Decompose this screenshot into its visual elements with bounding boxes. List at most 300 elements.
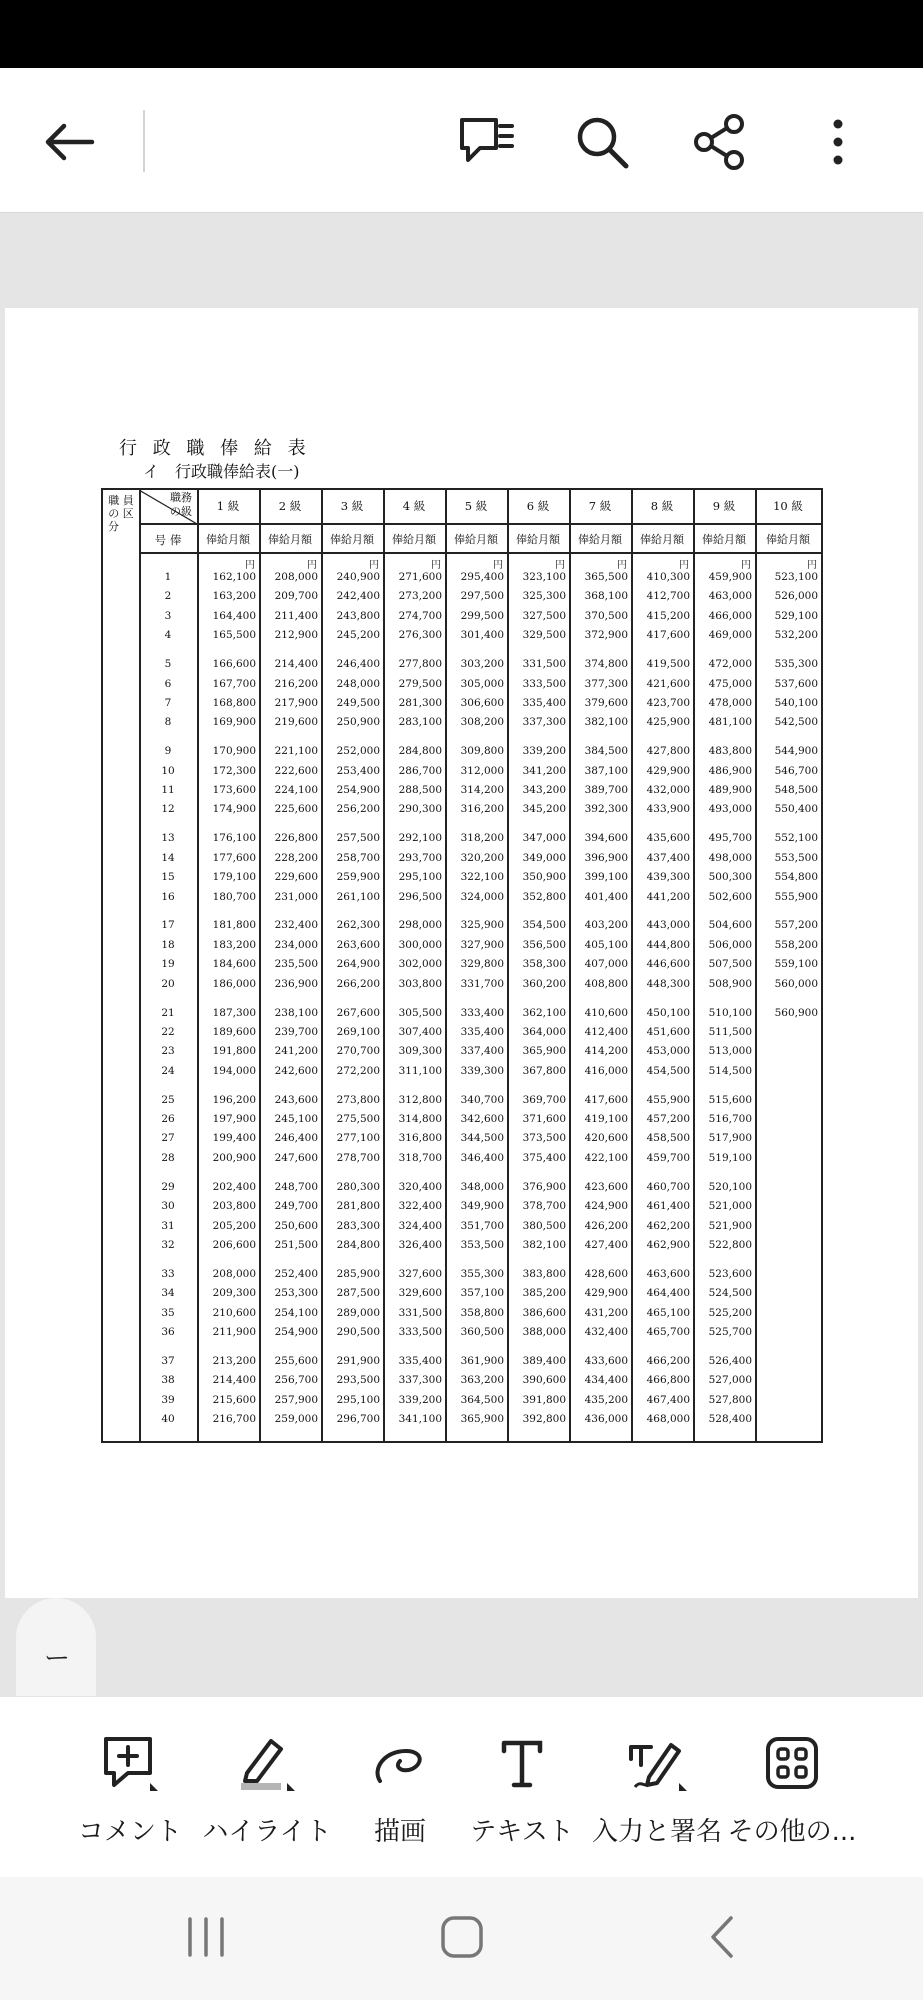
salary-cell: 210,600 (212, 1306, 256, 1319)
salary-cell: 467,400 (646, 1393, 690, 1406)
share-icon[interactable] (684, 106, 756, 178)
unit-label: 円 (493, 560, 503, 571)
salary-cell: 318,200 (460, 832, 504, 845)
salary-cell: 251,500 (274, 1238, 318, 1251)
salary-cell: 424,900 (584, 1200, 628, 1213)
salary-cell: 377,300 (584, 677, 628, 690)
salary-cell: 441,200 (646, 890, 690, 903)
salary-cell: 276,300 (398, 629, 442, 642)
salary-cell: 458,500 (646, 1132, 690, 1145)
unit-label: 円 (807, 560, 817, 571)
salary-cell: 351,700 (460, 1219, 504, 1232)
salary-cell: 468,000 (646, 1413, 690, 1426)
salary-cell: 324,000 (460, 890, 504, 903)
salary-cell: 284,800 (398, 745, 442, 758)
salary-cell: 322,100 (460, 871, 504, 884)
salary-cell: 554,800 (774, 871, 818, 884)
salary-cell: 364,500 (460, 1393, 504, 1406)
tool-fill-sign-label: 入力と署名 (591, 1817, 722, 1847)
salary-cell: 217,900 (274, 696, 318, 709)
salary-cell: 475,000 (708, 677, 752, 690)
salary-cell: 412,700 (646, 590, 690, 603)
salary-cell: 302,000 (398, 958, 442, 971)
salary-cell: 177,600 (212, 851, 256, 864)
salary-cell: 335,400 (460, 1025, 504, 1038)
salary-cell: 305,000 (460, 677, 504, 690)
salary-cell: 301,400 (460, 629, 504, 642)
salary-cell: 394,600 (584, 832, 628, 845)
step-number: 16 (161, 890, 175, 903)
salary-cell: 243,600 (274, 1093, 318, 1106)
salary-cell: 252,000 (336, 745, 380, 758)
salary-cell: 325,900 (460, 919, 504, 932)
salary-cell: 349,000 (522, 851, 566, 864)
salary-cell: 423,700 (646, 696, 690, 709)
staff-class-header (104, 494, 138, 533)
salary-cell: 414,200 (584, 1045, 628, 1058)
salary-cell: 242,400 (336, 590, 380, 603)
grade-header: 1 級 (216, 499, 240, 513)
salary-cell: 305,500 (398, 1006, 442, 1019)
salary-cell: 335,400 (522, 696, 566, 709)
salary-cell: 238,100 (274, 1006, 318, 1019)
salary-cell: 271,600 (398, 571, 442, 583)
salary-cell: 327,600 (398, 1267, 442, 1280)
salary-cell: 339,300 (460, 1064, 504, 1077)
salary-cell: 331,500 (398, 1306, 442, 1319)
salary-cell: 420,600 (584, 1132, 628, 1145)
salary-cell: 189,600 (212, 1025, 256, 1038)
salary-cell: 466,800 (646, 1374, 690, 1387)
salary-cell: 254,900 (336, 784, 380, 796)
salary-cell: 558,200 (774, 938, 818, 951)
salary-cell: 308,200 (460, 716, 504, 729)
salary-cell: 255,600 (274, 1354, 318, 1367)
salary-cell: 209,700 (274, 590, 318, 603)
salary-cell: 214,400 (274, 658, 318, 671)
salary-cell: 506,000 (708, 938, 752, 951)
job-grade-header (165, 491, 197, 519)
salary-cell: 365,900 (522, 1045, 566, 1058)
salary-cell: 337,400 (460, 1045, 504, 1058)
recents-icon[interactable] (166, 1907, 246, 1967)
salary-cell: 510,100 (708, 1006, 752, 1019)
tool-draw[interactable] (330, 1733, 470, 1848)
salary-cell: 273,200 (398, 590, 442, 603)
more-vert-icon[interactable] (802, 106, 874, 178)
salary-cell: 206,600 (212, 1238, 256, 1251)
unit-label: 円 (555, 560, 565, 571)
salary-cell: 455,900 (646, 1093, 690, 1106)
salary-cell: 167,700 (212, 677, 256, 690)
salary-cell: 465,700 (646, 1326, 690, 1338)
salary-cell: 450,100 (646, 1006, 690, 1019)
salary-cell: 459,700 (646, 1151, 690, 1164)
salary-cell: 245,200 (336, 629, 380, 642)
step-number: 35 (161, 1306, 175, 1319)
salary-cell: 314,800 (398, 1113, 442, 1125)
salary-cell: 163,200 (212, 590, 256, 603)
salary-cell: 546,700 (774, 764, 818, 777)
salary-cell: 254,100 (274, 1306, 318, 1319)
salary-cell: 274,700 (398, 609, 442, 622)
draw-icon (370, 1733, 430, 1793)
salary-cell: 180,700 (212, 890, 256, 903)
step-number: 4 (164, 629, 172, 642)
salary-cell: 514,500 (708, 1064, 752, 1077)
salary-cell: 459,900 (708, 571, 752, 583)
document-subtitle: イ 行政職俸給表(一) (143, 462, 300, 481)
tool-text[interactable] (452, 1733, 592, 1848)
salary-cell: 250,600 (274, 1219, 318, 1232)
salary-cell: 355,300 (460, 1267, 504, 1280)
step-number: 13 (161, 832, 175, 845)
salary-cell: 262,300 (336, 919, 380, 932)
back-arrow-icon[interactable] (34, 106, 106, 178)
salary-cell: 515,600 (708, 1093, 752, 1106)
salary-cell: 329,600 (398, 1287, 442, 1300)
salary-cell: 358,800 (460, 1306, 504, 1319)
salary-cell: 347,000 (522, 832, 566, 845)
step-number: 5 (164, 658, 172, 671)
pdf-page[interactable] (5, 308, 918, 1598)
salary-cell: 401,400 (584, 890, 628, 903)
salary-cell: 339,200 (522, 745, 566, 758)
salary-cell: 216,700 (212, 1413, 256, 1426)
salary-cell: 287,500 (336, 1287, 380, 1300)
step-number: 6 (164, 677, 172, 690)
salary-cell: 421,600 (646, 677, 690, 690)
salary-cell: 385,200 (522, 1287, 566, 1300)
salary-cell: 365,900 (460, 1413, 504, 1426)
step-number: 17 (161, 919, 175, 932)
salary-cell: 303,200 (460, 658, 504, 671)
salary-cell: 432,400 (584, 1326, 628, 1338)
salary-cell: 523,600 (708, 1267, 752, 1280)
salary-cell: 373,500 (522, 1132, 566, 1145)
salary-cell: 293,500 (336, 1374, 380, 1387)
step-number: 37 (161, 1354, 175, 1367)
salary-cell: 240,900 (336, 571, 380, 583)
salary-cell: 219,600 (274, 716, 318, 729)
comments-list-icon[interactable] (450, 106, 522, 178)
salary-cell: 422,100 (584, 1151, 628, 1164)
salary-cell: 434,400 (584, 1374, 628, 1387)
salary-cell: 350,900 (522, 871, 566, 884)
salary-cell: 436,000 (584, 1413, 628, 1426)
salary-cell: 405,100 (584, 938, 628, 951)
job-grade-label-2: の級 (170, 505, 192, 518)
salary-cell: 297,500 (460, 590, 504, 603)
salary-cell: 349,900 (460, 1200, 504, 1213)
salary-cell: 165,500 (212, 629, 256, 642)
salary-cell: 528,400 (708, 1413, 752, 1426)
step-number: 39 (161, 1393, 175, 1406)
salary-cell: 303,800 (398, 977, 442, 990)
home-icon[interactable] (422, 1907, 502, 1967)
grade-header: 4 級 (402, 499, 426, 513)
salary-cell: 341,100 (398, 1413, 442, 1426)
salary-cell: 241,200 (274, 1045, 318, 1058)
salary-cell: 465,100 (646, 1306, 690, 1319)
salary-cell: 326,400 (398, 1238, 442, 1251)
unit-label: 円 (245, 560, 255, 571)
salary-cell: 300,000 (398, 938, 442, 951)
step-number: 20 (161, 977, 175, 990)
salary-cell: 162,100 (212, 571, 256, 583)
step-number: 11 (161, 784, 175, 796)
tool-fill-sign[interactable] (587, 1733, 727, 1848)
tool-comment-label: コメント (77, 1817, 182, 1847)
unit-label: 円 (741, 560, 751, 571)
salary-cell: 202,400 (212, 1180, 256, 1193)
salary-cell: 245,100 (274, 1113, 318, 1125)
salary-cell: 408,800 (584, 977, 628, 990)
salary-cell: 309,800 (460, 745, 504, 758)
step-number: 30 (161, 1200, 175, 1213)
step-number: 3 (164, 609, 172, 622)
salary-cell: 419,100 (584, 1113, 628, 1125)
document-title: 行 政 職 俸 給 表 (119, 438, 311, 459)
salary-cell: 429,900 (584, 1287, 628, 1300)
salary-cell: 166,600 (212, 658, 256, 671)
monthly-amount-header: 俸給月額 (766, 533, 810, 546)
salary-cell: 360,200 (522, 977, 566, 990)
salary-cell: 183,200 (212, 938, 256, 951)
salary-cell: 519,100 (708, 1151, 752, 1164)
salary-cell: 312,800 (398, 1093, 442, 1106)
salary-cell: 535,300 (774, 658, 818, 671)
salary-cell: 516,700 (708, 1113, 752, 1125)
salary-cell: 295,100 (398, 871, 442, 884)
salary-cell: 463,000 (708, 590, 752, 603)
salary-cell: 532,200 (774, 629, 818, 642)
salary-cell: 358,300 (522, 958, 566, 971)
salary-cell: 295,100 (336, 1393, 380, 1406)
salary-cell: 416,000 (584, 1064, 628, 1077)
salary-cell: 288,500 (398, 784, 442, 796)
salary-cell: 277,100 (336, 1132, 380, 1145)
salary-cell: 221,100 (274, 745, 318, 758)
salary-cell: 461,400 (646, 1200, 690, 1213)
unit-label: 円 (617, 560, 627, 571)
salary-cell: 513,000 (708, 1045, 752, 1058)
salary-cell: 337,300 (398, 1374, 442, 1387)
step-number: 34 (161, 1287, 175, 1300)
salary-cell: 211,400 (274, 609, 318, 622)
salary-cell: 362,100 (522, 1006, 566, 1019)
salary-cell: 376,900 (522, 1180, 566, 1193)
salary-cell: 525,200 (708, 1306, 752, 1319)
salary-cell: 389,400 (522, 1354, 566, 1367)
grade-header: 6 級 (526, 499, 550, 513)
salary-cell: 164,400 (212, 609, 256, 622)
monthly-amount-header: 俸給月額 (578, 533, 622, 546)
step-number: 32 (161, 1238, 175, 1251)
salary-cell: 283,300 (336, 1219, 380, 1232)
salary-table (101, 488, 823, 1443)
salary-cell: 250,900 (336, 716, 380, 729)
salary-cell: 331,700 (460, 977, 504, 990)
monthly-amount-header: 俸給月額 (702, 533, 746, 546)
salary-cell: 481,100 (708, 716, 752, 729)
fill-sign-icon (627, 1733, 687, 1793)
salary-cell: 451,600 (646, 1025, 690, 1038)
step-number: 9 (164, 745, 172, 758)
salary-cell: 462,900 (646, 1238, 690, 1251)
bottom-toolbar (0, 1697, 923, 1877)
salary-cell: 309,300 (398, 1045, 442, 1058)
salary-cell: 460,700 (646, 1180, 690, 1193)
salary-cell: 382,100 (522, 1238, 566, 1251)
salary-cell: 478,000 (708, 696, 752, 709)
salary-cell: 433,600 (584, 1354, 628, 1367)
salary-cell: 279,500 (398, 677, 442, 690)
step-number: 7 (164, 696, 172, 709)
salary-cell: 524,500 (708, 1287, 752, 1300)
salary-cell: 275,500 (336, 1113, 380, 1125)
step-number: 26 (161, 1113, 175, 1125)
grade-header: 3 級 (340, 499, 364, 513)
salary-cell: 325,300 (522, 590, 566, 603)
salary-cell: 196,200 (212, 1093, 256, 1106)
salary-cell: 417,600 (584, 1093, 628, 1106)
salary-cell: 253,400 (336, 764, 380, 777)
salary-cell: 179,100 (212, 871, 256, 884)
salary-cell: 311,100 (398, 1064, 442, 1077)
unit-label: 円 (369, 560, 379, 571)
salary-cell: 174,900 (212, 803, 256, 816)
step-number: 24 (161, 1064, 175, 1077)
step-number: 25 (161, 1093, 175, 1106)
salary-cell: 544,900 (774, 745, 818, 758)
salary-cell: 249,700 (274, 1200, 318, 1213)
salary-cell: 323,100 (522, 571, 566, 583)
header-divider (139, 552, 821, 554)
salary-cell: 389,700 (584, 784, 628, 796)
salary-cell: 486,900 (708, 764, 752, 777)
salary-cell: 290,500 (336, 1326, 380, 1338)
salary-cell: 327,500 (522, 609, 566, 622)
step-number: 33 (161, 1267, 175, 1280)
salary-cell: 410,600 (584, 1006, 628, 1019)
salary-cell: 483,800 (708, 745, 752, 758)
tool-highlight-label: ハイライト (202, 1817, 332, 1847)
highlight-pen-icon (237, 1733, 297, 1793)
tool-comment[interactable] (60, 1733, 200, 1848)
salary-cell: 379,600 (584, 696, 628, 709)
salary-cell: 357,100 (460, 1287, 504, 1300)
salary-cell: 396,900 (584, 851, 628, 864)
collapse-handle[interactable] (16, 1598, 96, 1696)
salary-cell: 371,600 (522, 1113, 566, 1125)
grade-header: 7 級 (588, 499, 612, 513)
salary-cell: 170,900 (212, 745, 256, 758)
salary-cell: 322,400 (398, 1200, 442, 1213)
salary-cell: 559,100 (774, 958, 818, 971)
salary-cell: 225,600 (274, 803, 318, 816)
salary-cell: 437,400 (646, 851, 690, 864)
salary-cell: 329,500 (522, 629, 566, 642)
step-number: 23 (161, 1045, 175, 1058)
salary-cell: 249,500 (336, 696, 380, 709)
salary-cell: 173,600 (212, 784, 256, 796)
salary-cell: 340,700 (460, 1093, 504, 1106)
salary-cell: 511,500 (708, 1025, 752, 1038)
salary-cell: 521,900 (708, 1219, 752, 1232)
salary-cell: 306,600 (460, 696, 504, 709)
salary-cell: 261,100 (336, 890, 380, 903)
salary-cell: 184,600 (212, 958, 256, 971)
salary-cell: 399,100 (584, 871, 628, 884)
salary-cell: 191,800 (212, 1045, 256, 1058)
step-number: 29 (161, 1180, 175, 1193)
monthly-amount-header: 俸給月額 (640, 533, 684, 546)
salary-cell: 278,700 (336, 1151, 380, 1164)
unit-label: 円 (307, 560, 317, 571)
salary-cell: 291,900 (336, 1354, 380, 1367)
back-icon[interactable] (682, 1907, 762, 1967)
staff-class-label-1: 職 員 (108, 494, 134, 507)
salary-cell: 378,700 (522, 1200, 566, 1213)
salary-cell: 181,800 (212, 919, 256, 932)
salary-cell: 333,500 (522, 677, 566, 690)
salary-cell: 466,000 (708, 609, 752, 622)
salary-cell: 348,000 (460, 1180, 504, 1193)
salary-cell: 367,800 (522, 1064, 566, 1077)
salary-cell: 209,300 (212, 1287, 256, 1300)
salary-cell: 500,300 (708, 871, 752, 884)
search-icon[interactable] (566, 106, 638, 178)
salary-cell: 331,500 (522, 658, 566, 671)
salary-cell: 248,000 (336, 677, 380, 690)
tool-highlight[interactable] (197, 1733, 337, 1848)
salary-cell: 232,400 (274, 919, 318, 932)
salary-cell: 337,300 (522, 716, 566, 729)
salary-cell: 415,200 (646, 609, 690, 622)
salary-cell: 205,200 (212, 1219, 256, 1232)
salary-cell: 446,600 (646, 958, 690, 971)
salary-cell: 281,300 (398, 696, 442, 709)
step-number: 31 (161, 1219, 175, 1232)
text-icon (492, 1733, 552, 1793)
salary-cell: 208,000 (274, 571, 318, 583)
salary-cell: 258,700 (336, 851, 380, 864)
step-number: 21 (161, 1006, 175, 1019)
monthly-amount-header: 俸給月額 (206, 533, 250, 546)
salary-cell: 417,600 (646, 629, 690, 642)
salary-cell: 277,800 (398, 658, 442, 671)
salary-cell: 318,700 (398, 1151, 442, 1164)
tool-text-label: テキスト (470, 1817, 574, 1847)
unit-label: 円 (431, 560, 441, 571)
salary-cell: 298,000 (398, 919, 442, 932)
salary-cell: 552,100 (774, 832, 818, 845)
salary-cell: 289,000 (336, 1306, 380, 1319)
salary-cell: 266,200 (336, 977, 380, 990)
tool-more[interactable] (722, 1733, 862, 1848)
salary-cell: 284,800 (336, 1238, 380, 1251)
salary-cell: 352,800 (522, 890, 566, 903)
salary-cell: 259,900 (336, 871, 380, 884)
tool-draw-label: 描画 (373, 1817, 426, 1847)
salary-cell: 283,100 (398, 716, 442, 729)
comment-add-icon (100, 1733, 160, 1793)
salary-cell: 439,300 (646, 871, 690, 884)
salary-cell: 242,600 (274, 1064, 318, 1077)
salary-cell: 299,500 (460, 609, 504, 622)
salary-cell: 342,600 (460, 1113, 504, 1125)
